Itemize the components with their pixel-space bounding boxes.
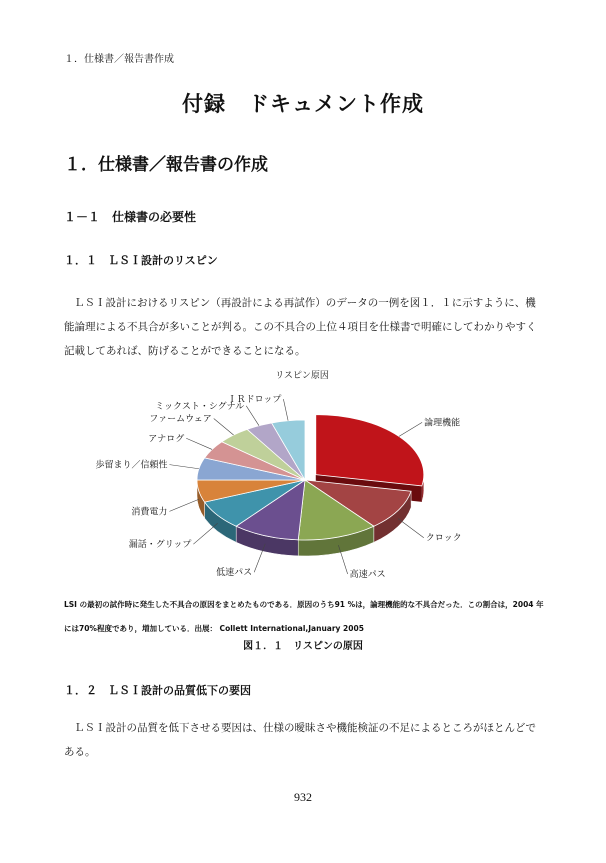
pie-leader-4 xyxy=(193,523,217,544)
pie-label-2: 高速パス xyxy=(349,569,386,580)
pie-label-7: アナログ xyxy=(148,434,185,445)
pie-slice-0 xyxy=(316,415,424,486)
pie-leader-7 xyxy=(186,438,212,449)
pie-label-5: 消費電力 xyxy=(131,507,168,518)
section-title: １．仕様書／報告書の作成 xyxy=(64,155,268,175)
paragraph-2 xyxy=(64,716,544,764)
figure-note: LSI の最初の試作時に発生した不具合の原因をまとめたものである．原因のうち91 %は，論理機能的な不具合だった．この割合は，2004 年には70%程度であり，増加している．出展： Collett International,January 2005 xyxy=(64,600,544,633)
pie-leader-8 xyxy=(214,418,234,435)
figure-caption: 図１．１ リスピンの原因 xyxy=(243,641,363,652)
pie-leader-9 xyxy=(246,406,259,426)
pie-label-9: ミックスト・シグナル xyxy=(155,401,245,412)
paragraph-1-text: ＬＳＩ設計におけるリスピン（再設計による再試作）のデータの一例を図１．１に示すように、機能論理による不具合が多いことが判る。この不具合の上位４項目を仕様書で明確にしてわかりやすく記載してあれば、防げることができることになる。 xyxy=(64,297,537,357)
pie-label-8: ファームウェア xyxy=(149,414,212,425)
paragraph-2-text: ＬＳＩ設計の品質を低下させる要因は、仕様の曖昧さや機能検証の不足によるところがほとんどである。 xyxy=(64,722,536,758)
pie-leader-10 xyxy=(283,399,288,421)
page-number: 932 xyxy=(294,790,312,804)
pie-label-3: 低速パス xyxy=(216,568,253,579)
pie-leader-1 xyxy=(398,519,424,538)
running-header: １．仕様書／報告書作成 xyxy=(64,54,174,65)
subsubsection-title-2: １．２ ＬＳＩ設計の品質低下の要因 xyxy=(64,684,251,697)
pie-leader-5 xyxy=(169,499,198,511)
pie-label-6: 歩留まり／信頼性 xyxy=(95,460,168,471)
pie-label-1: クロック xyxy=(425,533,462,544)
pie-label-0: 論理機能 xyxy=(424,418,461,429)
paragraph-1 xyxy=(64,291,544,363)
subsubsection-title-1: １．１ ＬＳＩ設計のリスピン xyxy=(64,254,218,267)
chart-title: リスピン原因 xyxy=(275,371,329,381)
page-title: 付録 ドキュメント作成 xyxy=(182,92,424,116)
pie-label-10: ＩＲドロップ xyxy=(227,395,282,406)
pie-leader-0 xyxy=(399,422,422,436)
pie-label-4: 漏話・グリップ xyxy=(128,540,192,551)
respin-pie-chart xyxy=(95,360,462,585)
subsection-title: １－１ 仕様書の必要性 xyxy=(64,210,197,224)
pie-leader-6 xyxy=(169,465,198,469)
